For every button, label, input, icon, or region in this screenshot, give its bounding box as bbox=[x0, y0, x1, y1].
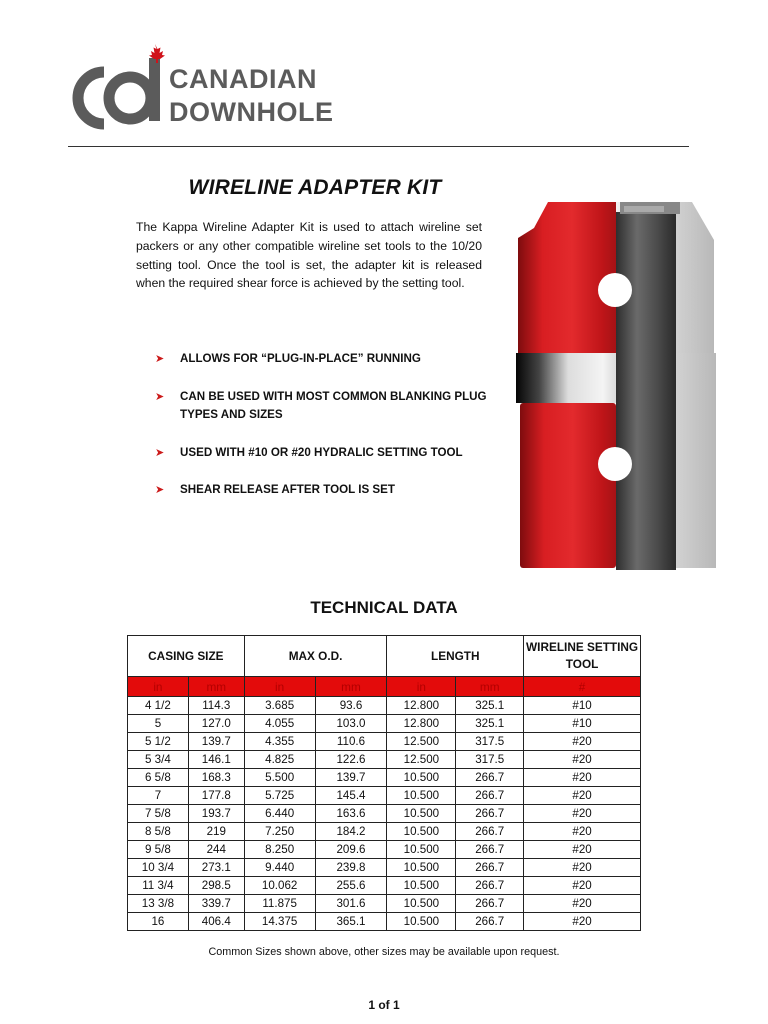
table-row bbox=[128, 787, 641, 805]
table-cell: 12.500 bbox=[387, 751, 456, 769]
feature-list bbox=[155, 350, 495, 500]
table-cell: 244 bbox=[188, 841, 244, 859]
table-cell: 9 5/8 bbox=[128, 841, 189, 859]
unit-cell: # bbox=[524, 677, 641, 697]
table-row bbox=[128, 769, 641, 787]
logo-c-letter bbox=[78, 72, 104, 124]
table-cell: 93.6 bbox=[315, 697, 387, 715]
header-divider bbox=[68, 146, 689, 147]
table-cell: #20 bbox=[524, 877, 641, 895]
table-cell: #20 bbox=[524, 769, 641, 787]
unit-cell: in bbox=[128, 677, 189, 697]
table-cell: 184.2 bbox=[315, 823, 387, 841]
table-cell: 10 3/4 bbox=[128, 859, 189, 877]
table-cell: 4 1/2 bbox=[128, 697, 189, 715]
product-description: The Kappa Wireline Adapter Kit is used to attach wireline set packers or any other compatible wireline set tools to the 10/20 setting tool. Once the tool is set, the adapter kit is released when the required shear force is achieved by the setting tool. bbox=[136, 220, 482, 291]
feature-item bbox=[155, 444, 495, 463]
table-cell: 239.8 bbox=[315, 859, 387, 877]
table-cell: 8 5/8 bbox=[128, 823, 189, 841]
table-body bbox=[128, 697, 641, 931]
table-cell: 10.500 bbox=[387, 913, 456, 931]
table-row bbox=[128, 895, 641, 913]
table-row bbox=[128, 733, 641, 751]
unit-cell: mm bbox=[315, 677, 387, 697]
table-cell: 193.7 bbox=[188, 805, 244, 823]
table-units-row bbox=[128, 677, 641, 697]
table-cell: 11 3/4 bbox=[128, 877, 189, 895]
table-cell: 10.500 bbox=[387, 841, 456, 859]
table-cell: 219 bbox=[188, 823, 244, 841]
table-cell: 12.800 bbox=[387, 697, 456, 715]
table-cell: 10.500 bbox=[387, 805, 456, 823]
technical-data-table bbox=[127, 635, 641, 931]
unit-cell: in bbox=[244, 677, 315, 697]
table-cell: 5.725 bbox=[244, 787, 315, 805]
feature-text: CAN BE USED WITH MOST COMMON BLANKING PLUG TYPES AND SIZES bbox=[180, 389, 487, 421]
table-cell: 10.500 bbox=[387, 895, 456, 913]
table-cell: 7 5/8 bbox=[128, 805, 189, 823]
table-cell: 301.6 bbox=[315, 895, 387, 913]
table-cell: 9.440 bbox=[244, 859, 315, 877]
inner-mandrel bbox=[616, 212, 676, 570]
shear-pin-hole bbox=[598, 273, 632, 307]
logo-d-bowl bbox=[109, 77, 151, 119]
logo-d-stem bbox=[149, 58, 160, 121]
table-cell: 266.7 bbox=[456, 787, 524, 805]
table-cell: 10.500 bbox=[387, 877, 456, 895]
table-cell: #10 bbox=[524, 697, 641, 715]
table-cell: 266.7 bbox=[456, 823, 524, 841]
table-cell: 4.355 bbox=[244, 733, 315, 751]
table-cell: 266.7 bbox=[456, 859, 524, 877]
table-cell: #20 bbox=[524, 733, 641, 751]
bullet-arrow-icon: ➤ bbox=[155, 353, 165, 365]
table-cell: 3.685 bbox=[244, 697, 315, 715]
table-cell: #20 bbox=[524, 859, 641, 877]
unit-cell: in bbox=[387, 677, 456, 697]
table-cell: 298.5 bbox=[188, 877, 244, 895]
table-cell: 209.6 bbox=[315, 841, 387, 859]
table-cell: #10 bbox=[524, 715, 641, 733]
table-cell: 122.6 bbox=[315, 751, 387, 769]
table-cell: 266.7 bbox=[456, 841, 524, 859]
table-cell: #20 bbox=[524, 823, 641, 841]
mandrel-highlight bbox=[624, 206, 664, 212]
table-cell: 5.500 bbox=[244, 769, 315, 787]
shear-band bbox=[516, 353, 632, 403]
table-cell: 127.0 bbox=[188, 715, 244, 733]
table-cell: 145.4 bbox=[315, 787, 387, 805]
table-cell: 266.7 bbox=[456, 769, 524, 787]
table-cell: 7 bbox=[128, 787, 189, 805]
column-header-casing-size: CASING SIZE bbox=[128, 636, 245, 677]
table-cell: 4.055 bbox=[244, 715, 315, 733]
column-header-max-od: MAX O.D. bbox=[244, 636, 387, 677]
table-row bbox=[128, 913, 641, 931]
table-cell: 13 3/8 bbox=[128, 895, 189, 913]
table-cell: 273.1 bbox=[188, 859, 244, 877]
table-cell: 266.7 bbox=[456, 913, 524, 931]
table-cell: 110.6 bbox=[315, 733, 387, 751]
table-cell: 139.7 bbox=[315, 769, 387, 787]
table-cell: 6 5/8 bbox=[128, 769, 189, 787]
feature-text: ALLOWS FOR “PLUG-IN-PLACE” RUNNING bbox=[180, 352, 421, 365]
table-cell: #20 bbox=[524, 805, 641, 823]
feature-item bbox=[155, 388, 495, 425]
table-cell: 168.3 bbox=[188, 769, 244, 787]
bullet-arrow-icon: ➤ bbox=[155, 446, 165, 459]
table-row bbox=[128, 841, 641, 859]
table-row bbox=[128, 715, 641, 733]
table-cell: 12.500 bbox=[387, 733, 456, 751]
table-cell: 317.5 bbox=[456, 751, 524, 769]
table-cell: 266.7 bbox=[456, 895, 524, 913]
table-cell: 5 3/4 bbox=[128, 751, 189, 769]
table-row bbox=[128, 751, 641, 769]
shear-pin-hole bbox=[598, 447, 632, 481]
unit-cell: mm bbox=[188, 677, 244, 697]
table-cell: 266.7 bbox=[456, 877, 524, 895]
column-header-length: LENGTH bbox=[387, 636, 524, 677]
table-cell: 5 1/2 bbox=[128, 733, 189, 751]
table-row bbox=[128, 877, 641, 895]
page-number: 1 of 1 bbox=[368, 998, 400, 1012]
table-cell: 10.500 bbox=[387, 823, 456, 841]
table-cell: 146.1 bbox=[188, 751, 244, 769]
table-cell: 16 bbox=[128, 913, 189, 931]
product-title: WIRELINE ADAPTER KIT bbox=[188, 176, 442, 199]
housing-lower bbox=[520, 403, 616, 568]
table-cell: 14.375 bbox=[244, 913, 315, 931]
table-cell: #20 bbox=[524, 895, 641, 913]
company-name-line2: DOWNHOLE bbox=[169, 97, 334, 127]
table-cell: 365.1 bbox=[315, 913, 387, 931]
unit-cell: mm bbox=[456, 677, 524, 697]
table-cell: 10.062 bbox=[244, 877, 315, 895]
table-cell: 177.8 bbox=[188, 787, 244, 805]
table-cell: 7.250 bbox=[244, 823, 315, 841]
table-cell: 8.250 bbox=[244, 841, 315, 859]
feature-text: USED WITH #10 OR #20 HYDRALIC SETTING TOOL bbox=[180, 445, 463, 459]
table-cell: #20 bbox=[524, 913, 641, 931]
table-cell: 317.5 bbox=[456, 733, 524, 751]
table-row bbox=[128, 805, 641, 823]
table-cell: 255.6 bbox=[315, 877, 387, 895]
table-cell: 10.500 bbox=[387, 787, 456, 805]
table-cell: 103.0 bbox=[315, 715, 387, 733]
table-cell: 10.500 bbox=[387, 769, 456, 787]
table-cell: 5 bbox=[128, 715, 189, 733]
table-cell: 163.6 bbox=[315, 805, 387, 823]
table-cell: 339.7 bbox=[188, 895, 244, 913]
table-row bbox=[128, 823, 641, 841]
table-cell: 12.800 bbox=[387, 715, 456, 733]
feature-item bbox=[155, 350, 495, 369]
table-header-row bbox=[128, 636, 641, 677]
column-header-setting-tool: WIRELINE SETTING TOOL bbox=[524, 636, 641, 677]
table-cell: #20 bbox=[524, 787, 641, 805]
technical-data-title: TECHNICAL DATA bbox=[310, 598, 458, 617]
table-cell: 10.500 bbox=[387, 859, 456, 877]
feature-item bbox=[155, 481, 495, 500]
company-logo bbox=[66, 40, 356, 140]
bullet-arrow-icon: ➤ bbox=[155, 484, 165, 496]
table-cell: #20 bbox=[524, 841, 641, 859]
housing-top bbox=[518, 202, 616, 238]
table-cell: 11.875 bbox=[244, 895, 315, 913]
table-footnote: Common Sizes shown above, other sizes may be available upon request. bbox=[208, 946, 560, 958]
table-cell: 325.1 bbox=[456, 715, 524, 733]
bullet-arrow-icon: ➤ bbox=[155, 390, 165, 403]
table-cell: #20 bbox=[524, 751, 641, 769]
feature-text: SHEAR RELEASE AFTER TOOL IS SET bbox=[180, 483, 395, 496]
table-row bbox=[128, 697, 641, 715]
company-name-line1: CANADIAN bbox=[169, 64, 317, 94]
table-cell: 6.440 bbox=[244, 805, 315, 823]
table-row bbox=[128, 859, 641, 877]
adapter-kit-illustration bbox=[516, 198, 716, 574]
table-cell: 114.3 bbox=[188, 697, 244, 715]
table-cell: 325.1 bbox=[456, 697, 524, 715]
table-cell: 139.7 bbox=[188, 733, 244, 751]
table-cell: 406.4 bbox=[188, 913, 244, 931]
table-cell: 266.7 bbox=[456, 805, 524, 823]
table-cell: 4.825 bbox=[244, 751, 315, 769]
